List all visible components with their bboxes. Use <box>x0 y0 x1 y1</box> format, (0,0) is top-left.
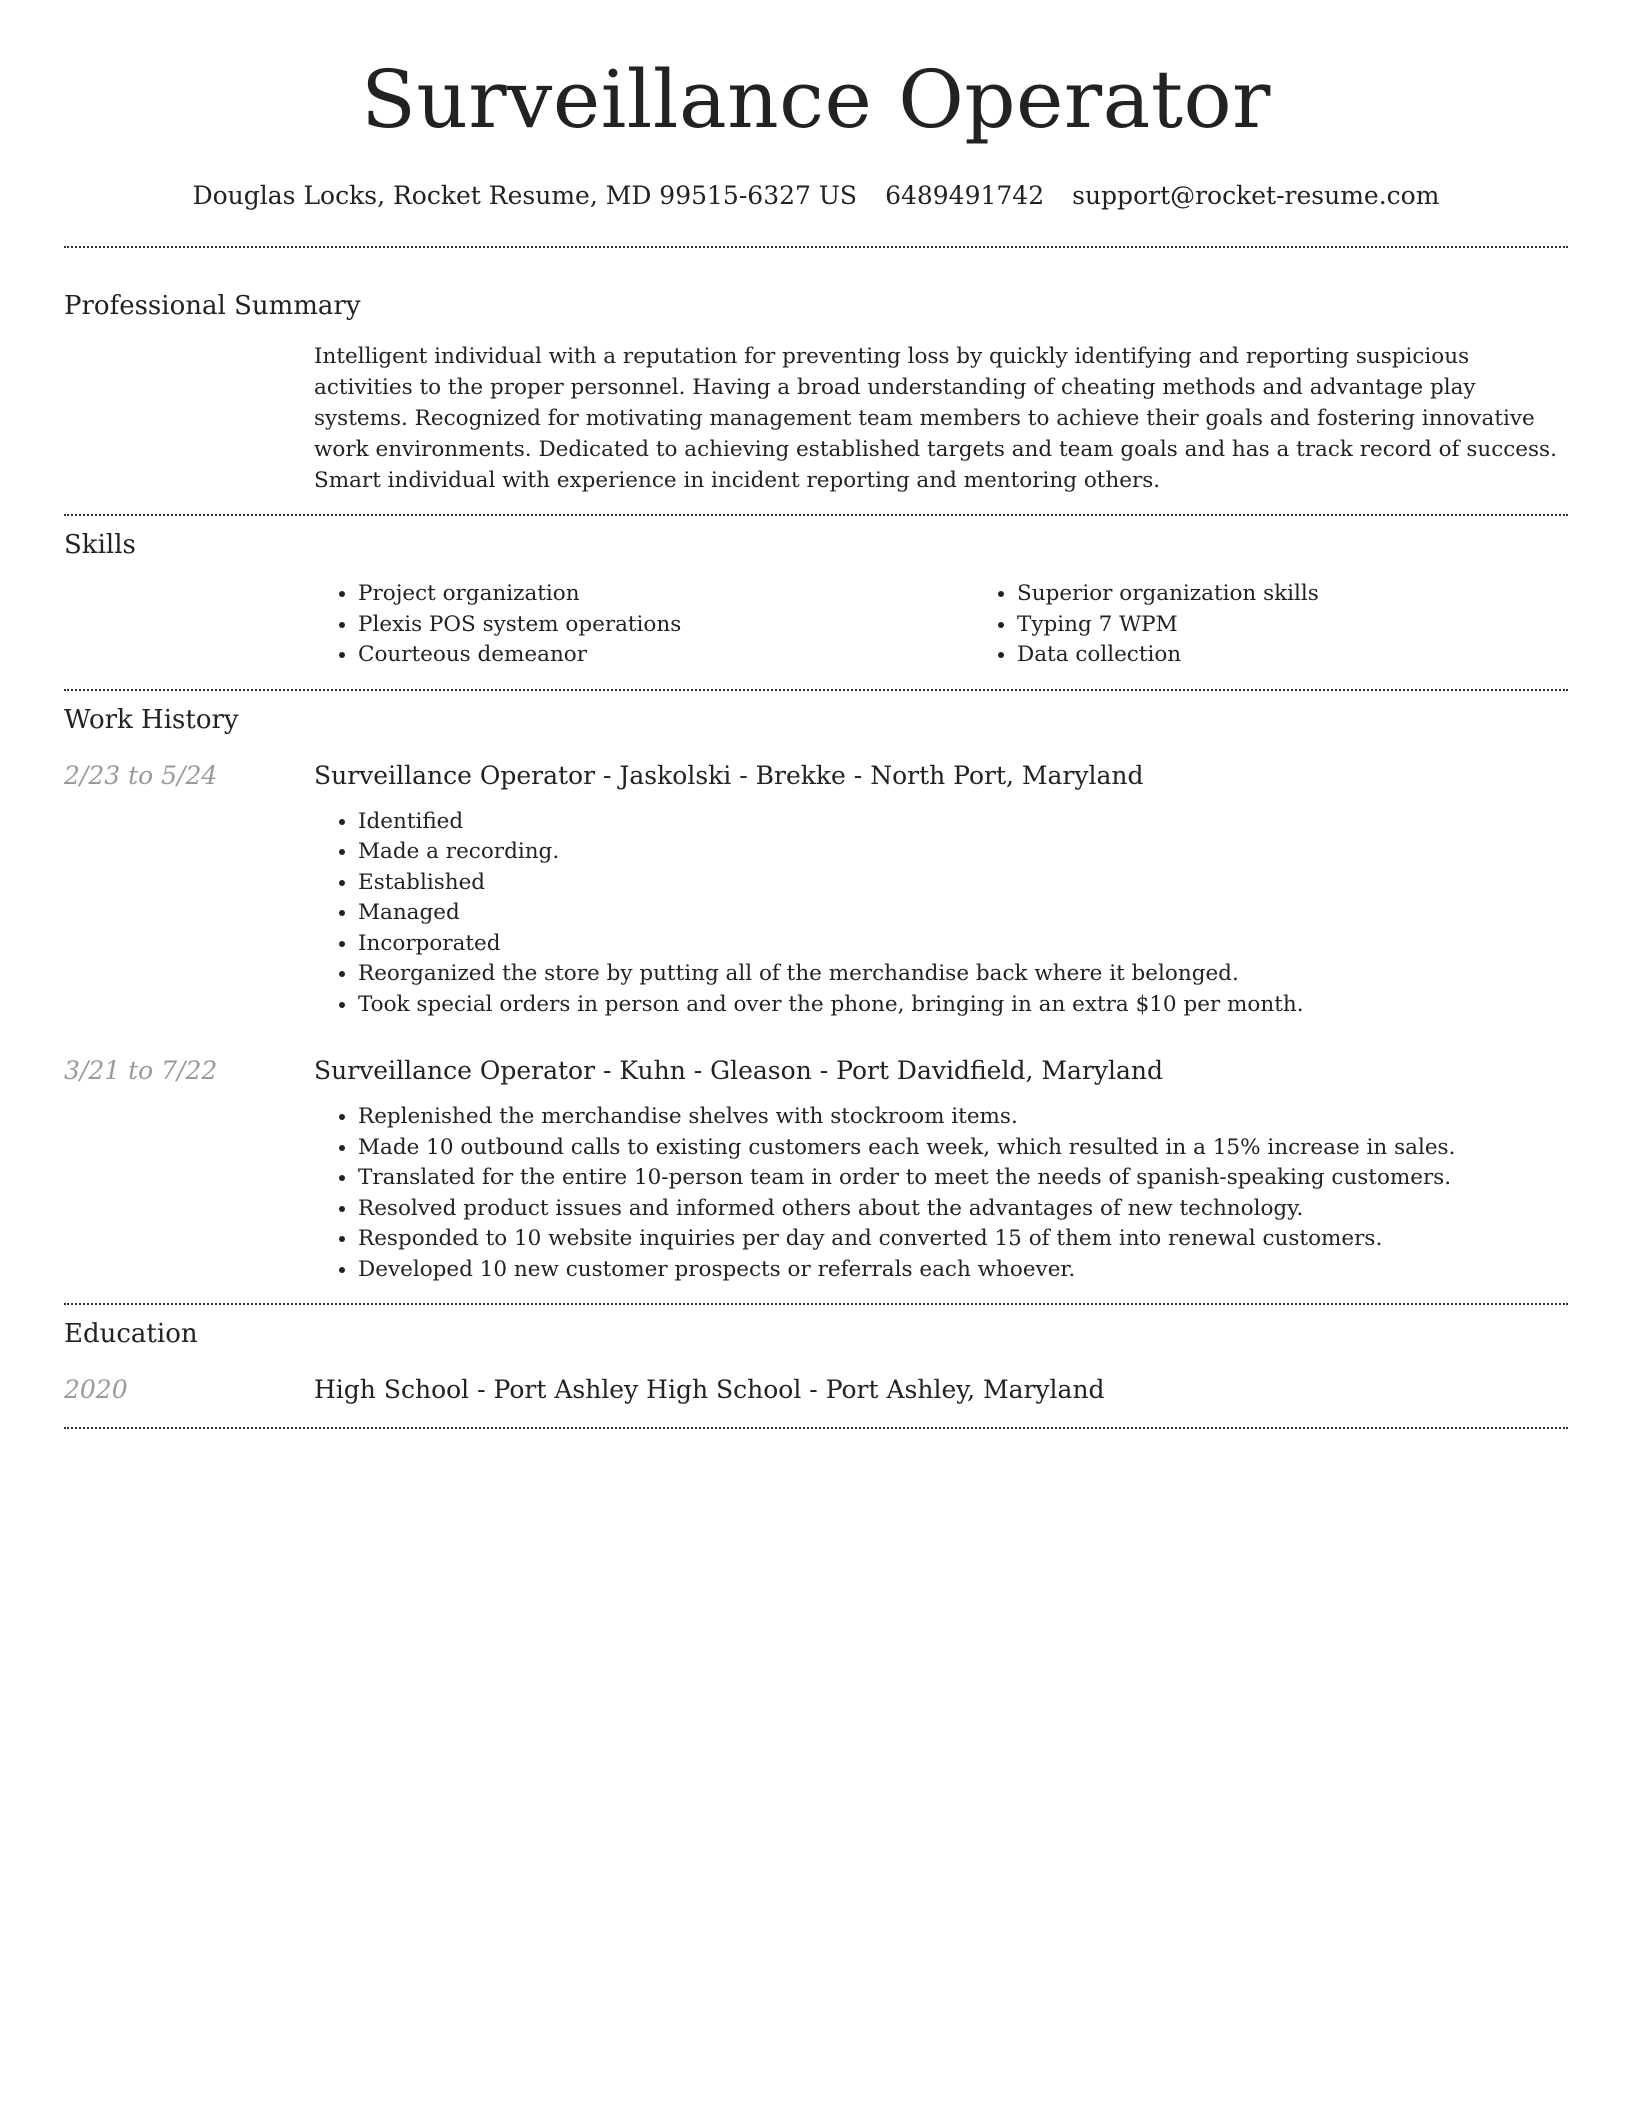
education-details: - Port Ashley High School - Port Ashley, Maryland <box>469 1375 1105 1404</box>
job-bullet: • Established <box>358 868 1568 899</box>
job-bullet: • Incorporated <box>358 929 1568 960</box>
skills-row <box>64 579 1568 671</box>
job-body <box>314 1054 1568 1285</box>
resume-page <box>64 0 1568 1429</box>
section-title-education: Education <box>64 1319 198 1349</box>
skill-item: • Typing 7 WPM <box>1017 610 1632 641</box>
divider <box>64 514 1568 516</box>
skill-item: • Data collection <box>1017 640 1632 671</box>
job-body <box>314 759 1568 1021</box>
summary-text: Intelligent individual with a reputation for preventing loss by quickly identifying and reporting suspicious activities to the proper personnel. Having a broad understanding of cheating methods and advantage play systems. Recognized for motivating management team members to achieve their goals and fostering innovative work environments. Dedicated to achieving established targets and team goals and has a track record of success. Smart individual with experience in incident reporting and mentoring others. <box>314 344 1557 493</box>
job-bullet: • Made 10 outbound calls to existing customers each week, which resulted in a 15% increase in sales. <box>358 1133 1568 1164</box>
education-body <box>314 1373 1568 1407</box>
divider <box>64 1303 1568 1305</box>
contact-email: support@rocket-resume.com <box>1072 181 1440 210</box>
skills-list-right <box>973 579 1632 671</box>
job-role: Surveillance Operator <box>314 1056 596 1085</box>
page-title: Surveillance Operator <box>361 53 1271 146</box>
job-dates: 3/21 to 7/22 <box>64 1056 218 1085</box>
job-details: - Kuhn - Gleason - Port Davidfield, Maryland <box>595 1056 1163 1085</box>
job-bullet: • Developed 10 new customer prospects or referrals each whoever. <box>358 1255 1568 1286</box>
job-bullet: • Identified <box>358 807 1568 838</box>
skills-body <box>314 579 1632 671</box>
education-degree: High School <box>314 1375 470 1404</box>
skill-item: • Superior organization skills <box>1017 579 1632 610</box>
education-entry <box>64 1373 1568 1407</box>
job-bullet: • Translated for the entire 10-person team in order to meet the needs of spanish-speaking customers. <box>358 1163 1568 1194</box>
job-bullet: • Resolved product issues and informed others about the advantages of new technology. <box>358 1194 1568 1225</box>
skill-item: • Project organization <box>358 579 973 610</box>
job-entry <box>64 1054 1568 1285</box>
divider <box>64 689 1568 691</box>
contact-phone: 6489491742 <box>885 181 1045 210</box>
contact-line <box>64 180 1568 212</box>
job-bullets <box>314 807 1568 1021</box>
skills-grid <box>314 579 1632 671</box>
section-title-skills: Skills <box>64 530 136 560</box>
education-title <box>314 1373 1568 1407</box>
section-title-work: Work History <box>64 704 239 735</box>
job-dates: 2/23 to 5/24 <box>64 760 218 790</box>
job-bullet: • Made a recording. <box>358 837 1568 868</box>
job-bullets <box>314 1102 1568 1285</box>
job-title <box>314 1054 1568 1088</box>
summary-body <box>314 341 1568 496</box>
job-bullet: • Reorganized the store by putting all of the merchandise back where it belonged. <box>358 959 1568 990</box>
job-bullet: • Managed <box>358 898 1568 929</box>
job-bullet: • Responded to 10 website inquiries per day and converted 15 of them into renewal customers. <box>358 1224 1568 1255</box>
job-details: - Jaskolski - Brekke - North Port, Maryland <box>595 760 1144 790</box>
section-title-summary: Professional Summary <box>64 291 361 321</box>
skill-item: • Courteous demeanor <box>358 640 973 671</box>
skills-list-left <box>314 579 973 671</box>
skill-item: • Plexis POS system operations <box>358 610 973 641</box>
job-title <box>314 759 1568 793</box>
skills-left-spacer <box>64 579 314 671</box>
contact-address: Douglas Locks, Rocket Resume, MD 99515-6327 US <box>192 181 858 210</box>
summary-left-spacer <box>64 341 314 496</box>
summary-row <box>64 341 1568 496</box>
job-role: Surveillance Operator <box>314 760 596 790</box>
job-entry <box>64 759 1568 1021</box>
divider <box>64 246 1568 248</box>
job-bullet: • Took special orders in person and over the phone, bringing in an extra $10 per month. <box>358 990 1568 1021</box>
job-bullet: • Replenished the merchandise shelves with stockroom items. <box>358 1102 1568 1133</box>
education-year: 2020 <box>64 1375 128 1404</box>
divider <box>64 1427 1568 1429</box>
